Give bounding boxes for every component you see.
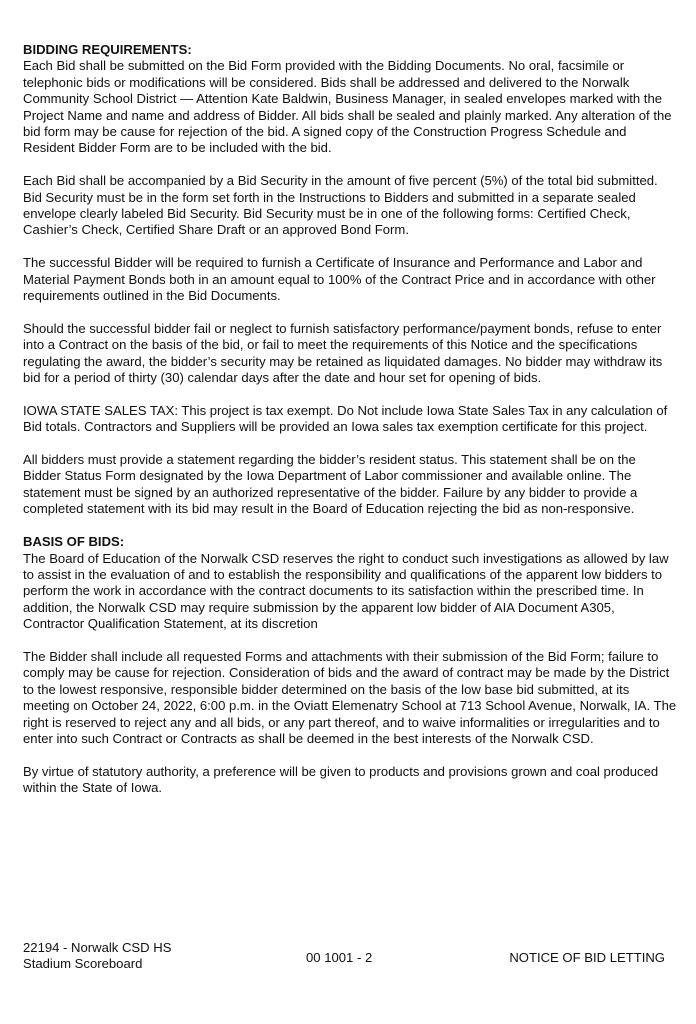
paragraph: All bidders must provide a statement regarding the bidder’s resident status. This statement shall be on the Bidder Status Form designated by the Iowa Department of Labor commissioner and available online. The statement must be signed by an authorized representative of the bidder. Failure by any bidder to provide a completed statement with its bid may result in the Board of Education rejecting the bid as non-responsive. [23,452,638,517]
paragraph: IOWA STATE SALES TAX: This project is tax exempt. Do Not include Iowa State Sales Tax in any calculation of Bid totals. Contractors and Suppliers will be provided an Iowa sales tax exemption certificate for this project. [23,402,668,435]
paragraph: Should the successful bidder fail or neglect to furnish satisfactory performance/payment bonds, refuse to enter into a Contract on the basis of the bid, or fail to meet the requirements of this Notice and the specifications regulating the award, the bidder’s security may be retained as liquidated damages. No bidder may withdraw its bid for a period of thirty (30) calendar days after the date and hour set for opening of bids. [23,320,663,386]
section-basis-of-bids [23,534,677,796]
section-heading: BIDDING REQUIREMENTS: [23,42,192,57]
section-heading: BASIS OF BIDS: [23,534,125,550]
footer-project-line: 22194 - Norwalk CSD HS [23,940,172,955]
paragraph: Each Bid shall be accompanied by a Bid Security in the amount of five percent (5%) of the total bid submitted. Bid Security must be in the form set forth in the Instructions to Bidders and submitted in a separate sealed envelope clearly labeled Bid Security. Bid Security must be in one of the following forms: Certified Check, Cashier’s Check, Certified Share Draft or an approved Bond Form. [23,173,658,238]
paragraph: Each Bid shall be submitted on the Bid Form provided with the Bidding Documents. No oral, facsimile or telephonic bids or modifications will be considered. Bids shall be addressed and delivered to the Norwalk Community School District — Attention Kate Baldwin, Business Manager, in sealed envelopes marked with the Project Name and name and address of Bidder. All bids shall be sealed and plainly marked. Any alteration of the bid form may be cause for rejection of the bid. A signed copy of the Construction Progress Schedule and Resident Bidder Form are to be included with the bid. [23,58,672,156]
paragraph: By virtue of statutory authority, a preference will be given to products and provisions grown and coal produced within the State of Iowa. [23,763,659,796]
paragraph: The Board of Education of the Norwalk CSD reserves the right to conduct such investigations as allowed by law to assist in the evaluation of and to establish the responsibility and qualifications of the apparent low bidders to perform the work in accordance with the contract documents to its satisfaction within the prescribed time. In addition, the Norwalk CSD may require submission by the apparent low bidder of AIA Document A305, Contractor Qualification Statement, at its discretion [23,550,669,632]
footer-doc-title: NOTICE OF BID LETTING [509,950,665,965]
footer-project [23,940,223,973]
section-bidding-requirements [23,42,677,518]
paragraph: The successful Bidder will be required to furnish a Certificate of Insurance and Performance and Labor and Material Payment Bonds both in an amount equal to 100% of the Contract Price and in accordance with other requirements outlined in the Bid Documents. [23,255,656,304]
paragraph: The Bidder shall include all requested Forms and attachments with their submission of the Bid Form; failure to comply may be cause for rejection. Consideration of bids and the award of contract may be made by the District to the lowest responsive, responsible bidder determined on the basis of the low base bid submitted, at its meeting on October 24, 2022, 6:00 p.m. in the Oviatt Elemenatry School at 713 School Avenue, Norwalk, IA. The right is reserved to reject any and all bids, or any part thereof, and to waive informalities or irregularities and to enter into such Contract or Contracts as shall be deemed in the best interests of the Norwalk CSD. [23,648,677,746]
document-body [23,42,677,797]
footer-page-number: 00 1001 - 2 [306,950,373,965]
footer-project-line: Stadium Scoreboard [23,956,143,972]
page-footer [23,940,677,980]
